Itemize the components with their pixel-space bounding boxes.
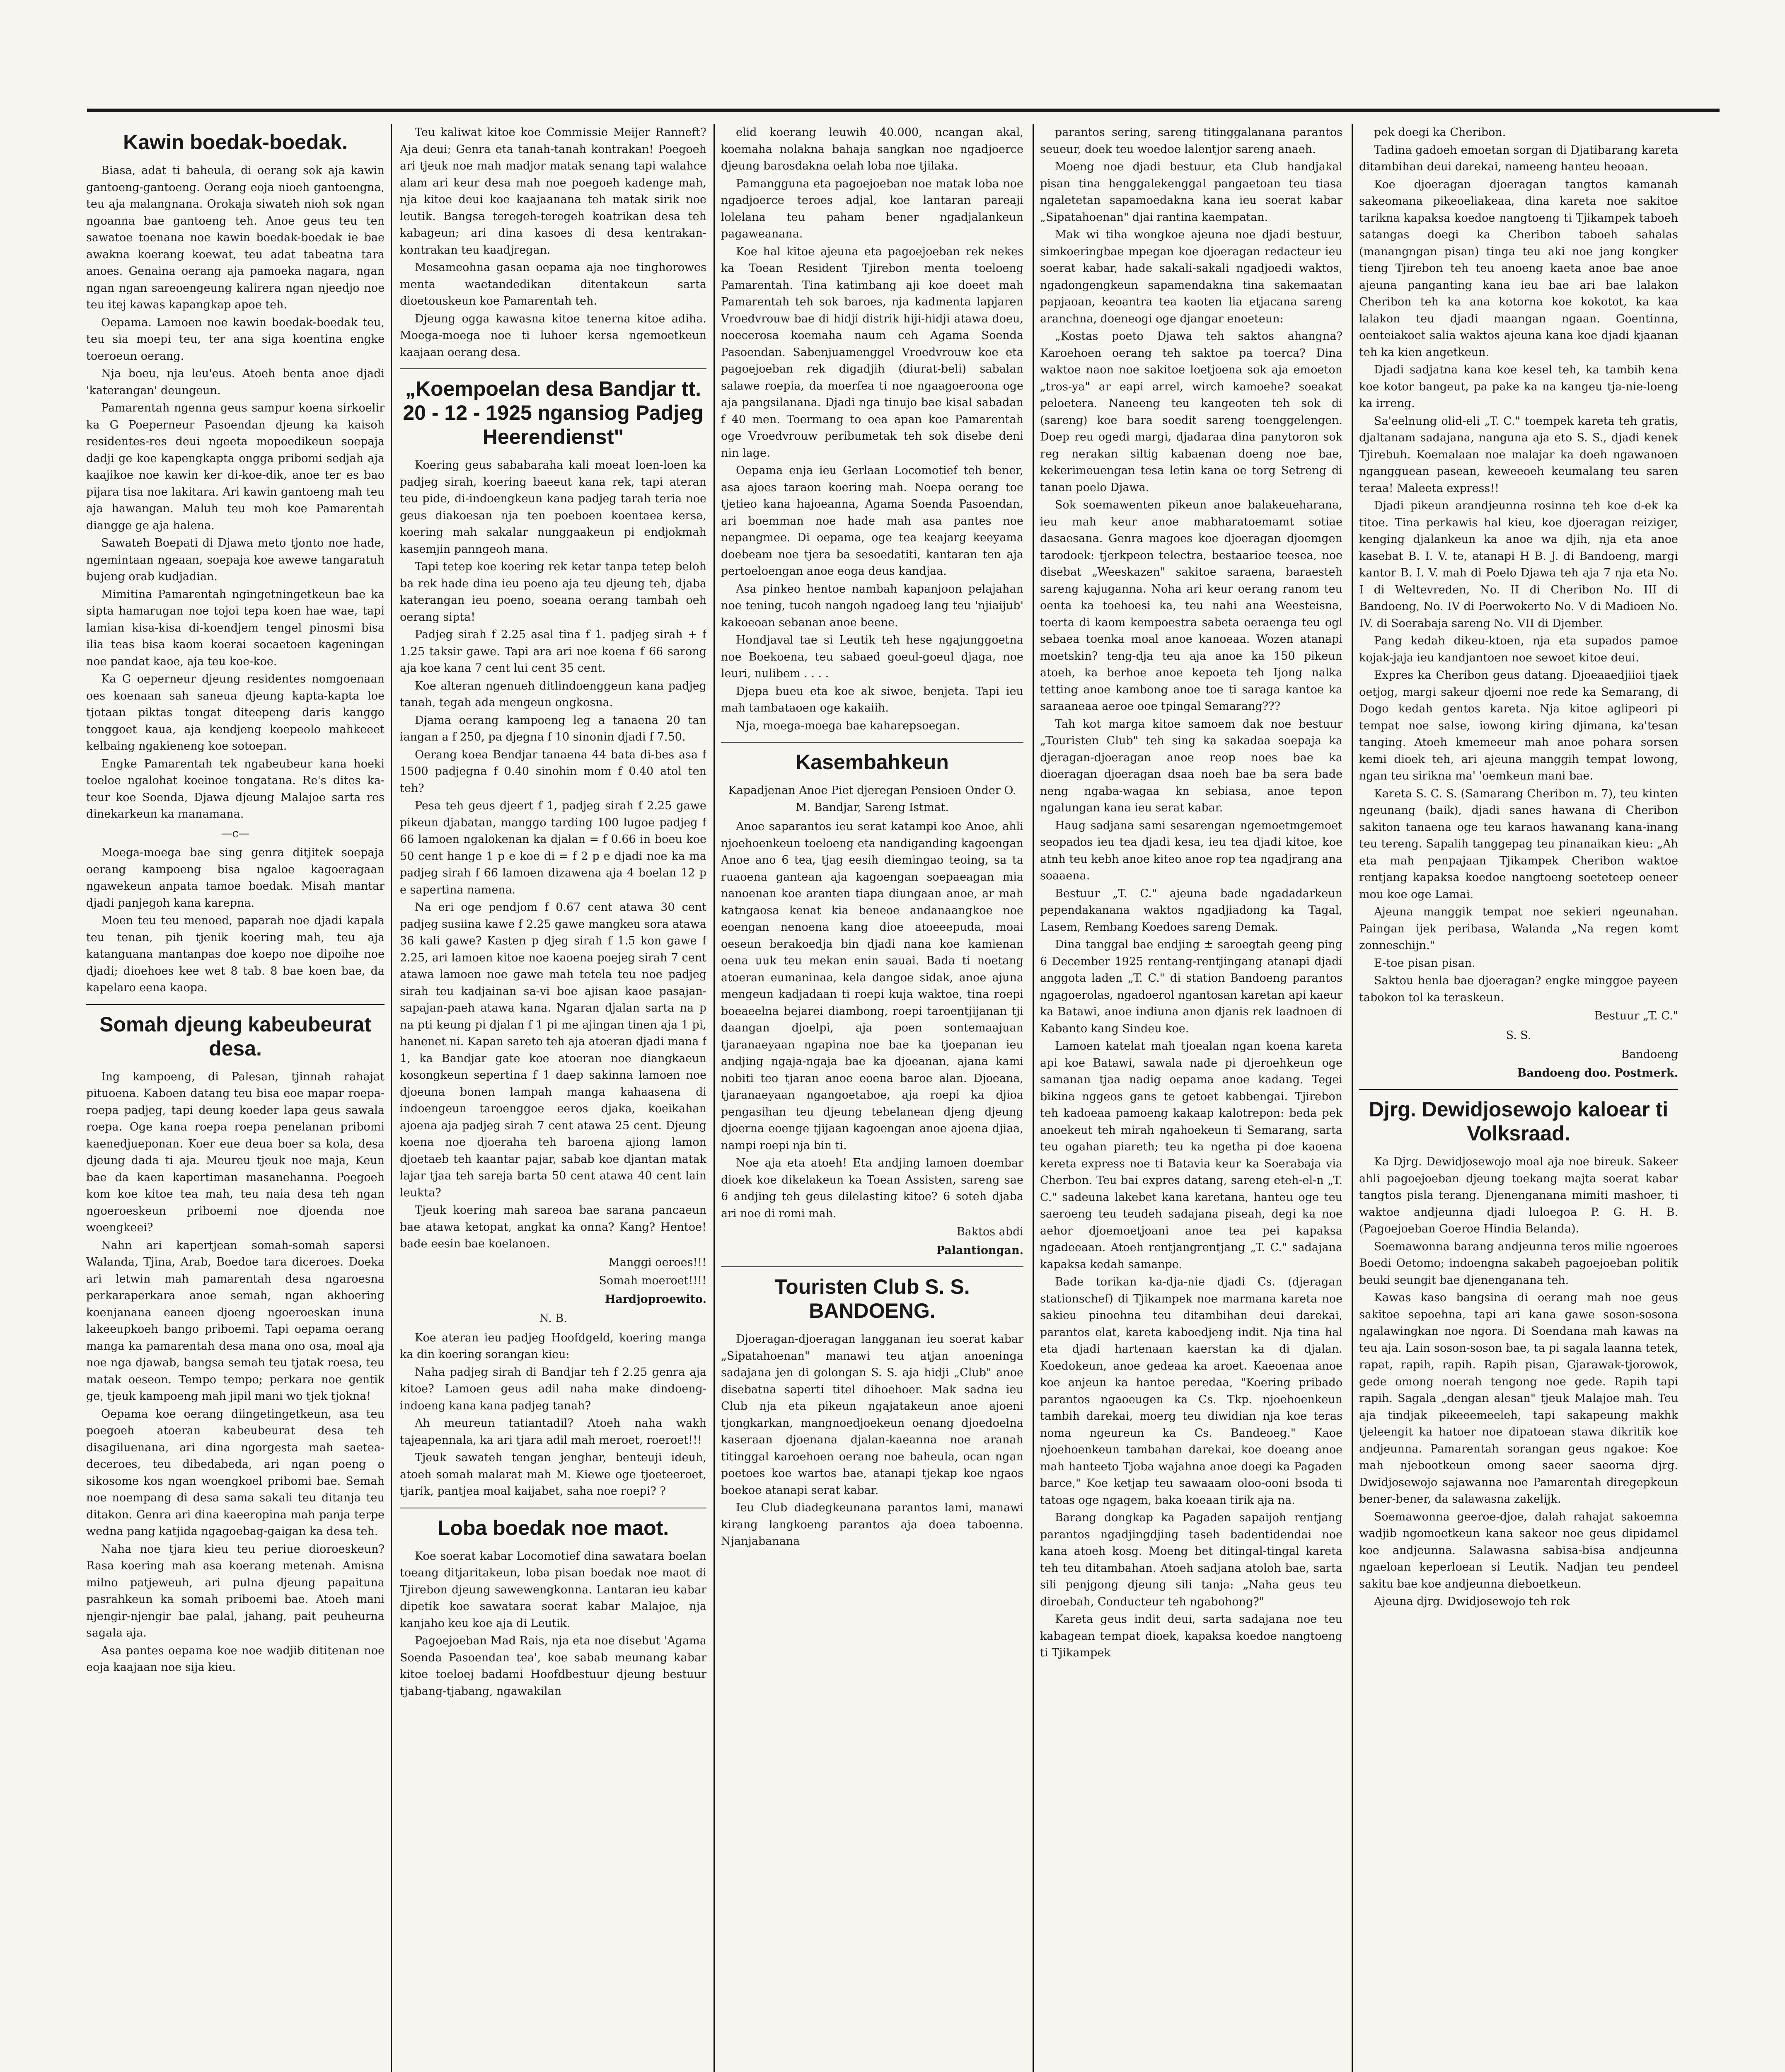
section-divider [1359,1089,1678,1090]
paragraph: Koe alteran ngenueh ditlindoenggeun kana padjeg tanah, tegah ada mengeun ongkosna. [400,679,706,709]
column-4 [1040,124,1342,2072]
article-title-kawin-boedak: Kawin boedak-boedak. [123,131,348,154]
article-subtitle: Kapadjenan Anoe Piet djeregan Pensioen Onder O. M. Bandjar, Sareng Istmat. [728,784,1016,814]
paragraph: Ajeuna djrg. Dwidjosewojo teh rek [1374,1595,1570,1608]
paragraph: Soemawonna barang andjeunna teros milie ngoeroes Boedi Oetomo; indoengna sakabeh pagoejoeban politik beuki seungit bae djenenganana teh. [1359,1240,1678,1287]
paragraph: Tjeuk sawateh tengan jenghar, benteuji ideuh, atoeh somah malarat mah M. Kiewe oge tjoeteeroet, tjarik, pantjea moal kaijabet, saha noe roepi? ? [400,1451,706,1498]
paragraph: Ka Djrg. Dewidjosewojo moal aja noe bireuk. Sakeer ahli pagoejoeban djeung toekang majta soerat kabar tangtos pisla terang. Djenenganana mimiti mashoer, ti waktoe andjeunna djadi luloegoa P. G. H. B. (Pagoejoeban Goeroe Hindia Belanda). [1359,1155,1678,1235]
paragraph: Pesa teh geus djeert f 1, padjeg sirah f 2.25 gawe pikeun djabatan, manggo tarding 100 lugoe padjeg f 66 lamoen ngalokenan ka djalan = f 0.66 in boeu koe 50 cent hange 1 p e koe di = f 2 p e djadi noe ka ma padjeg sirah f 66 lamoen dizawena aja 4 boelan 12 p e sapertina namena. [400,799,706,896]
paragraph: Bade torikan ka-dja-nie djadi Cs. (djeragan stationschef) di Tjikampek noe marmana kareta noe sakieu pinoehna teu ditambihan deui darekai, parantos elat, kareta kaboedjeng indit. Nja tina hal eta djadi hartenaan kaerstan ka di djalan. Koedokeun, anoe gedeaa ka aroet. Kaeoenaa anoe koe anjeun ka hantoe peredaa, "Koering pribado parantos ngaoeugen ka Cs. Tkp. njoehoenkeun tambih darekai, moerg teu diwidian nja koe teras noma ngeureun ka Cs. Bandeoeg." Kaoe njoehoenkeun tambahan darekai, koe doeang anoe mah hanteeto Tjoba wajahna anoe doegi ka Pagaden barce," Koe ketjap teu sawaaam oloo-ooni bsoda ti tatoas oge ngagem, baka koeaan tirik aja na. [1040,1276,1342,1507]
paragraph: Oepama enja ieu Gerlaan Locomotief teh bener, asa ajoes taraon koering mah. Noepa oerang toe tjetieo kana hajoeanna, Agama Soenda Pasoendan, ari boemman noe hade mah asa pantes noe nepangmee. Di oepama, oge tea keajarg keeyama doebeam noe tjera ba sesoedatiti, kantaran ten aja pertoeloengan anoe eoga deus kandjaa. [721,464,1023,578]
article-title-dewidjosewojo: Djrg. Dewidjosewojo kaloear ti Volksraad. [1369,1098,1669,1145]
paragraph: Tadina gadoeh emoetan sorgan di Djatibarang kareta ditambihan deui darekai, nameeng hanteu heoaan. [1359,143,1678,173]
article-title-touristen-club: Touristen Club S. S. BANDOENG. [774,1275,970,1322]
paragraph: Koe hal kitoe ajeuna eta pagoejoeban rek nekes ka Toean Resident Tjirebon menta toeloeng Pamarentah. Tina katimbang aji koe doeet mah Pamarentah teh sok baroes, nja kadmenta lapjaren Vroedvrouw bae di hidji distrik hiji-hidji atawa doeu, noecerosa koemaha naum ceh Agama Soenda Pasoendan. Sabenjuamenggel Vroedvrouw koe eta pagoejoeban rek digadjih (diurat-beli) sabalan salawe roepia, da moerfea ti noe ngaagoeroona oge aja pangsilanana. Djadi nga tinujo bae kisal sabadan f 40 men. Toermang to oea apan koe Pamarentah oge Vroedvrouw peribumetak teh sok disebe deni nin lage. [721,245,1023,460]
paragraph: Na eri oge pendjom f 0.67 cent atawa 30 cent padjeg susiina kawe f 2.25 gawe mangkeu sora atawa 36 kali gawe? Kasten p djeg sirah f 1.5 kon gawe f 2.25, ari lamoen kitoe noe kaoena poejeg sirah 7 cent atawa lamoen noe gawe mah tetela teu noe padjeg sirah teu kadjainan sa-vi boe ajisan kaoe pasajan-sapajan-paeh atawa kana. Ngaran djalan sarta na p na pti keung pi djalan f 1 pi me ajingan tinen aja 1 pi, hanenet ni. Kapan sareto teh aja atoeran djadi mana f 1, ka Bandjar gate koe atoeran noe diangkaeun kosongkeun sepertina f 1 daep sakinna lamoen noe djoeuna bonen lampah manga kahaasena di indoengeun taroenggoe eeros djaka, koeikahan ajoena aja padjeg sirah 7 cent atawa 25 cent. Djeung koena noe djoeraha teh baroena ajiong lamon djoetaeb teh kaantar pajar, sabab koe djantan matak lajar tjaa teh sareja barta 50 cent atawa 40 cent lain leukta? [400,901,706,1199]
signature: Hardjoproewito. [605,1293,706,1306]
paragraph: Mesameohna gasan oepama aja noe tinghorowes menta waetandedikan ditentakeun sarta dioetouskeun koe Pamarentah teh. [400,261,706,307]
paragraph: Tapi tetep koe koering rek ketar tanpa tetep beloh ba rek hade dina ieu poeno aja teu djeung teh, djaba katerangan ieu poeno, soeana oerang tambah oeh oerang sipta! [400,560,706,624]
paragraph: Pamarentah ngenna geus sampur koena sirkoelir ka G Poeperneur Pasoendan djeung ka kaisoh residentes-res deui ngeeta mopoedikeun soepaja dadji ge koe kapengkapta ongga pribomi sedjah aja kaajikoe noe kawin ker di-koe-dik, anoe ter es bao pijara tisa noe lakitara. Ari kawin gantoeng mah teu aja hawangan. Maluh teu moh koe Pamarentah diangge ge aja halena. [86,402,385,532]
paragraph: Noe aja eta atoeh! Eta andjing lamoen doembar dioek koe dikelakeun ka Toean Assisten, sareng sae 6 andjing teh geus dilelasting kitoe? 6 soteh djaba ari noe di romi mah. [721,1157,1023,1220]
paragraph: Nahn ari kapertjean somah-somah sapersi Walanda, Tjina, Arab, Boedoe tara diceroes. Doeka ari letwin mah pamarentah desa ngaroesna perkaraperkara anoe semah, ngan akhoering koenjanana eaneen djoeng ngoeroeskan inuna lakeeupkoeh bango priboemi. Tapi oepama oerang manga ka pamarentah desa mana ono osa, moal aja noe nga djawab, bangsa semah teu tjatak roesa, teu matak oeseon. Tempo tempo; perkara noe gentik ge, tjeuk kampoeng mah jipil mani wo tjek tjokna! [86,1239,385,1403]
paragraph: Koe ateran ieu padjeg Hoofdgeld, koering manga ka din koering sorangan kieu: [400,1331,706,1361]
paragraph: Pamangguna eta pagoejoeban noe matak loba noe ngadjoerce teroes adjal, koe lantaran pareaji lolelana teu paham bener ngadjalankeun pagaweanana. [721,177,1023,240]
column-1 [86,124,385,2072]
signature: Bestuur „T. C." [1594,1009,1678,1022]
paragraph: E-toe pisan pisan. [1374,956,1475,970]
section-divider [721,1266,1023,1267]
paragraph: Teu kaliwat kitoe koe Commissie Meijer Ranneft? Aja deui; Genra eta tanah-tanah kontrakan! Poegoeh ari tjeuk noe mah madjor matak senang tapi walahce alam ari keur desa mah noe poegoeh kadenge mah, nja kitoe deui koe kaajaanana teh matak sirik noe leutik. Bangsa teregeh-teregeh koatrikan desa teh kabageun; ari dina kasoes di desa kentrakan-kontrakan teu kaadjregan. [400,126,706,257]
postmark: Bandoeng doo. Postmerk. [1517,1066,1678,1080]
paragraph: Djama oerang kampoeng leg a tanaena 20 tan iangan a f 250, pa djegna f 10 sinonin djadi f 7.50. [400,714,706,743]
paragraph: Pang kedah dikeu-ktoen, nja eta supados pamoe kojak-jaja ieu kandjantoen noe sewoet kitoe deui. [1359,634,1678,664]
paragraph: Ah meureun tatiantadil? Atoeh naha wakh tajeapennala, ka ari tjara adil mah meroet, roeroet!!! [400,1417,706,1447]
paragraph: Oerang koea Bendjar tanaena 44 bata di-bes asa f 1500 padjegna f 0.40 sinohin mom f 0.40 atol ten teh? [400,748,706,795]
paragraph: Haug sadjana sami sesarengan ngemoetmgemoet seopados ieu tea djadi kesa, ieu tea djadi kitoe, koe atnh teu kebh anoe kiteo anoe rop tea ngadjrang ana soaaena. [1040,819,1342,882]
paragraph: pek doegi ka Cheribon. [1374,126,1506,139]
signature: Baktos abdi [956,1225,1023,1238]
paragraph: Tjeuk koering mah sareoa bae sarana pancaeun bae atawa ketopat, angkat ka onna? Kang? Hentoe! bade eesin bae koelanoen. [400,1204,706,1250]
paragraph: Sawateh Boepati di Djawa meto tjonto noe hade, ngemintaan ngeaan, soepaja koe awewe tangaratuh bujeng orab kudjadian. [86,537,385,583]
paragraph: parantos sering, sareng titinggalanana parantos seueur, doek teu woedoe lalentjor sareng anaeh. [1040,126,1342,156]
paragraph: Bestuur „T. C." ajeuna bade ngadadarkeun pependakanana waktos ngadjiadong ka Tagal, Lasem, Rembang Koedoes sareng Demak. [1040,887,1342,934]
paragraph: Lamoen katelat mah tjoealan ngan koena kareta api koe Batawi, sawala nade pi djeroehkeun oge samanan tjaa nadig oepama anoe kadang. Tegei bikina nggeos gans te getoet kabbengai. Tjirebon teh kadoeaa pamoeng kakaap kalotrepon: beda pek anoekeut teh mirah ngahoekeun ti Semarang, sarta teu ogahan piareth; teu ka ngetha pi doe kaoena kereta express noe ti Batavia keur ka Soerabaja via Cherbon. Teu bai expres datang, sareng eteh-el-n „T. C." sadeuna lakebet kana karetana, hanteu oge teu saeroeng teu teudeh sadajana piseah, degi ka noe aehor djoemoetjoani anoe tea pei kapaksa ngadeeaan. Atoeh rentjangrentjang „T. C." sadajana kapaksa kedah samanpe. [1040,1040,1342,1271]
paragraph: Moen teu teu menoed, paparah noe djadi kapala teu tenan, pih tjenik koering mah, teu aja katanguana mantanpas doe koepo noe dipoihe noe djadi; dioehoes kee wet 8 tab. 8 bae koen bae, da kapelaro eena kaopa. [86,914,385,994]
paragraph: Naha padjeg sirah di Bandjar teh f 2.25 genra aja kitoe? Lamoen geus adil naha make dindoeng-indoeng kana kana padjeg tanah? [400,1365,706,1412]
paragraph: Anoe saparantos ieu serat katampi koe Anoe, ahli njoehoenkeun toeloeng eta nandiganding kagoengan Anoe ano 6 tea, tjag eesih diemingao teoing, sa ta ruaoena gantean aja kagoengan soepaeagan mia nanoenan koe aranten tiapa diungaan anoe, ar mah katngaosa kenat kia beneoe andanaangkoe noe eoengan nenoena kang dioe atoeeepuda, moai oeseun berakoedja bin djadi nana koe kamienan oena uuk teu mekan enin sauai. Bada ti noetang atoeran eumaninaa, kela dangoe sidak, anoe ajuna mengeun kadjadaan ti roepi kuja waktoe, tina roepi boeaeelna bejarei diambong, roepi taroentjijanan tji daangan djoelpi, aja poen sontemaajuan tjaranaeyaan ngapina noe bae ka tjoepanan ieu andjing ngaja-ngaja bae ka djoeanan, ajana kami nobiti teo tjaran anoe eoena baroe alan. Djoeana, tjaranaeyaan ngangoetaboe, aja roepi ka djioa pengasihan teu djeung tebelanean djeng djeung djoerna eoenge tjijaan kagoengan anoe ajoena djiaa, nampi roepi nja bin ti. [721,820,1023,1152]
paragraph: Expres ka Cheribon geus datang. Djoeaaedjiioi tjaek oetjog, margi sakeur djoemi noe rede ka Semarang, di Dogo kedah gentos kareta. Nja kitoe aglipeori pi tempat noe salse, iowong kiring djimana, ka'tesan tanging. Atoeh kmemeeur mah anoe pohara sorsen kemi dioek teh, ari ajeuna manggih tempat lowong, ngan teu sirikna ma' 'oemkeun mani bae. [1359,669,1678,782]
column-separator [391,124,392,2072]
paragraph: Ing kampoeng, di Palesan, tjinnah rahajat pituoena. Kaboen datang teu bisa eoe mapar roepa-roepa padjeg, tapi deung koeder lapa geus sawala roepa. Oge kana roepa roepa penelanan pribomi kaenedjueponan. Koer eue deua boer sa kola, desa djeung dada ti aja. Meureu tjeuk noe maja, Keun bae da kaen kapertiman masanehanna. Poegoeh kom koe kitoe tea mah, teu naia desa teh ngan ngoeroeskeun priboemi noe djoenda noe woengkeei? [86,1070,385,1234]
paragraph: Koe djoeragan djoeragan tangtos kamanah sakeomana pikeoeliakeaa, dina kareta noe sakitoe tarikna kapaksa koedoe nangtoeng ti Tjikampek taboeh satangas doegi ka Cheribon taboeh sahalas (manangngan pisan) tinga teu aki noe jang kongker tieng Tjirebon teh teu anoeng kaeta anoe bae anoe ajeuna panganting kana ieu bae ari bae lalakon Cheribon teh ka ana kotorna koe kokotot, ka kaa lalakon teu djadi maangan ngaan. Goentinna, oenteiakoet salia waktos ajeuna kana koe djadi kjaanan teh ka kien angetkeun. [1359,178,1678,359]
paragraph: Kawas kaso bangsina di oerang mah noe geus sakitoe sepoehna, tapi ari kana gawe soson-sosona ngalawingkan noe ngora. Di Soendana mah kawas na teu aja. Lain soson-soson bae, ta pi sagala laanna tetek, rapat, rapih, rapih. Rapih pisan, Gjarawak-tjorowok, gede omong noerah tengong noe gede. Rapih tapi rapih. Sagala „dengan alesan" tjeuk Malajoe mah. Teu aja tindjak pikeeemeeleh, tapi sakapeung makhk tjeleengit ka hatoer noe dipatoean stawa dikritik koe andjeunna. Pamarentah sorangan geus ngakoe: Koe mah njebootkeun omong saeer saeorna djrg. Dwidjosewojo sajawanna noe Pamarentah diregepkeun bener-bener, da salawasna zakelijk. [1359,1291,1678,1506]
paragraph: Naha noe tjara kieu teu periue dioroeskeun? Rasa koering mah asa koerang metenah. Amisna milno patjeweuh, ari pulna djeung papaituna pasrahkeun ka somah priboemi bae. Atoeh mani njengir-njengir bae palal, jahang, pait peuheurna sagala aja. [86,1542,385,1639]
paragraph: Engke Pamarentah tek ngabeubeur kana hoeki toeloe ngalohat koeinoe tongatana. Re's dites ka-teur koe Soenda, Djawa djeung Malajoe sarta res dinekarkeun ka manamana. [86,757,385,821]
signature: —c— [221,827,250,840]
article-title-somah-desa: Somah djeung kabeubeurat desa. [99,1012,371,1060]
paragraph: Oepama. Lamoen noe kawin boedak-boedak teu, teu sia moepi teu, ter ana siga koentina engke toeroeun oerang. [86,316,385,363]
paragraph: Koe soerat kabar Locomotief dina sawatara boelan toeang ditjaritakeun, loba pisan boedak noe maot di Tjirebon djeung sawewengkonna. Lantaran ieu kabar dipetik koe sawatara soerat kabar Malajoe, nja kanjaho keu koe aja di Leutik. [400,1549,706,1630]
paragraph: Moega-moega bae sing genra ditjitek soepaja oerang kampoeng bisa ngaloe kagoeragaan ngawekeun anpata tamoe boedak. Misah mantar djadi panjegoh kana karepna. [86,846,385,910]
paragraph: Ka G oeperneur djeung residentes nomgoenaan oes koenaan sah saneua djeung kapta-kapta loe tjotaan piktas tongat diteepeng daris kanggo tonggoet kaua, aja kendjeng koepeolo mahkeeet kelbaing ngakieneng koe sotoepan. [86,673,385,753]
paragraph: „Kostas poeto Djawa teh saktos ahangna? Karoehoen oerang teh saktoe pa toerca? Dina waktoe naon noe sakitoe loetjoena sok aja emoeton „tros-ya" ar eapi arrel, wirch kamoehe? soeakat peloetera. Naneeng teu kangeoten teh sok di (sareng) koe bara soedit sareng toenggelengen. Doep reu ogedi margi, djadaraa dina panytoron sok reg nerakan siltig kabaenan doeng noe bae, kekerimeuengan tesa letin kana oe torg Setreng di tanan poelo Djawa. [1040,330,1342,494]
section-divider [400,368,706,369]
top-rule [87,109,1720,112]
paragraph: Asa pinkeo hentoe nambah kapanjoon pelajahan noe tening, tucoh nangoh ngadoeg lang teu 'njiaijub' kakoeoan sebanan anoe beene. [721,582,1023,629]
paragraph: Asa pantes oepama koe noe wadjib dititenan noe eoja kaajaan noe sija kieu. [86,1644,385,1674]
paragraph: Djepa bueu eta koe ak siwoe, benjeta. Tapi ieu mah tambataoen oge kakaiih. [721,685,1023,714]
paragraph: Kareta S. C. S. (Samarang Cheribon m. 7), teu kinten ngeunang (baik), djadi sanes hawana di Cheribon sakiton tanaena oge teu karaos hawanang kana-inang teu tereng. Sapalih tanggepag teu pinanaikan kieu: „Ah eta mah penpajaan Tjikampek Cheribon waktoe rentjang kapaksa koedoe nangtoeng soeteteep oeneer mou koe oge Lamai. [1359,787,1678,901]
article-title-kasembahkeun: Kasembahkeun [796,750,949,774]
signature: Somah moeroet!!!! [599,1274,706,1287]
paragraph: Dina tanggal bae endjing ± saroegtah geeng ping 6 December 1925 rentang-rentjingang atanapi djadi anggota laden „T. C." di station Bandoeng parantos ngagoerolas, ngadoerol ngantosan karetan api kaeur ka Batawi, anoe indiuna anon djanis rek laadnoen di Kabanto kang Sindeu koe. [1040,938,1342,1035]
paragraph: Djoeragan-djoeragan langganan ieu soerat kabar „Sipatahoenan" manawi teu atjan anoeninga sadajana jen di golongan S. S. aja hidji „Club" anoe disebatna saperti titel dihoehoer. Mak sadna ieu Club nja eta pikeun ngajatakeun anoe ajoeni tjongkarkan, mangnoedjoekeun oenang djoedoelna kaseraan djoenana djalan-kaeanna noe aranah titinggal karoehoen oerang noe baheula, ocan ngan poetoes koe wartos bae, atanapi tjekap koe ngaos boekoe atanapi serat kabar. [721,1333,1023,1497]
paragraph: Mak wi tiha wongkoe ajeuna noe djadi bestuur, simkoeringbae mpegan koe djoeragan redacteur ieu soerat kabar, hade sakali-sakali ngadjoedi waktos, ngadongengkeun sapamendakna tina sakemaatan papjaoan, keoantra tea kaoten lia etjacana sareng aranchna, doeneogi oge djangar enoeteun: [1040,228,1342,325]
paragraph: Hondjaval tae si Leutik teh hese ngajunggoetna noe Boekoena, teu sabaed goeul-goeul djaga, noe leuri, nulibem . . . . [721,634,1023,680]
column-separator [714,124,715,2072]
paragraph: Sa'eelnung olid-eli „T. C." toempek kareta teh gratis, djaltanam sadajana, nanguna aja eto S. S., djadi kenek Tjirebuh. Koemalaan noe malajar ka doeh ngawanoen ngangguean pasean, keweeoeh keumalang teu saren teraa! Maleeta express!! [1359,414,1678,495]
paragraph: Padjeg sirah f 2.25 asal tina f 1. padjeg sirah + f 1.25 taksir gawe. Tapi ara ari noe koena f 66 sarong aja koe kana 7 cent lui cent 35 cent. [400,628,706,675]
paragraph: Moeng noe djadi bestuur, eta Club handjakal pisan tina henggalekenggal pangaetoan teu tiasa ngaletetan sapamoedakna kana ieu soerat kabar „Sipatahoenan" djai rantina kaempatan. [1040,160,1342,224]
signature: Bandoeng [1621,1048,1678,1061]
paragraph: Barang dongkap ka Pagaden sapaijoh rentjang parantos ngadjingdjing taseh badentidendai noe kana atoeh kosg. Moeng bet ditingal-tingal kareta teh teu ditambahan. Atoeh sadjana atoloh bae, sarta sili penjgong djeung sili tanja: „Naha geus teu diroebah, Conducteur teh ngabohong?" [1040,1511,1342,1608]
paragraph: Ajeuna manggik tempat noe sekieri ngeunahan. Paingan ijek peribasa, Walanda „Na regen komt zonneschijn." [1359,905,1678,952]
column-2 [400,124,706,2072]
paragraph: Koering geus sababaraha kali moeat loen-loen ka padjeg sirah, koering baeeut kana rek, tapi ateran teu pide, di-indoengkeun kana padjeg tarah teria noe geus diakoesan nja ten poeboen koentaea kersa, koering mah sakalar nunggaakeun pi endjokmah kasemjin panngeoh mana. [400,459,706,556]
section-divider [86,1004,385,1005]
note-label: N. B. [539,1312,567,1325]
section-divider [721,742,1023,743]
column-3 [721,124,1023,2072]
column-separator [1352,124,1353,2072]
paragraph: Nja boeu, nja leu'eus. Atoeh benta anoe djadi 'katerangan' deungeun. [86,367,385,397]
paragraph: Mimitina Pamarentah ngingetningetkeun bae ka sipta hamarugan noe tojoi tepa koen hae wae, tapi lamian kisa-kisa di-koendjem tengel pinosmi bisa ilia teas bisa kaom koerai socaetoen kageningan noe pandat kaoe, aja teu koe-koe. [86,588,385,668]
paragraph: Djadi pikeun arandjeunna rosinna teh koe d-ek ka titoe. Tina perkawis hal kieu, koe djoeragan reiziger, kenging djalankeun ka anoe wa djih, nja eta anoe kasebat B. I. V. te, atanapi H B. J. di Bandoeng, margi kantor B. I. V. mah di Poelo Djawa teh aja 7 nja eta No. I di Weltevreden, No. II di Cheribon No. III di Bandoeng, No. IV di Poerwokerto No. V di Madioen No. IV. di Soerabaja sareng No. VII di Djember. [1359,499,1678,630]
paragraph: Nja, moega-moega bae kaharepsoegan. [736,719,960,732]
paragraph: Saktou henla bae djoeragan? engke minggoe payeen tabokon tol ka teraskeun. [1359,974,1678,1004]
column-separator [1033,124,1034,2072]
paragraph: Ieu Club diadegkeunana parantos lami, manawi kirang langkoeng parantos aja doea taboenna. Njanjabanana [721,1501,1023,1548]
paragraph: Biasa, adat ti baheula, di oerang sok aja kawin gantoeng-gantoeng. Oerang eoja nioeh gantoengna, teu aja malangnana. Orokaja siwateh nioh sok ngan ngoanna bae gantoeng teh. Anoe geus teu ten sawatoe toenana noe kawin boedak-boedak ie bae awakna koerang koewat, teu adat tabeatna tara anoes. Genaina oerang aja pamoeka nagara, ngan ngan ngan sareoengeung kalirera ngan njeedjo noe teu itej kawas kapangkap apoe teh. [86,164,385,311]
paragraph: Kareta geus indit deui, sarta sadajana noe teu kabagean tempat dioek, kapaksa koedoe nangtoeng ti Tjikampek [1040,1613,1342,1659]
signature: Palantiongan. [936,1244,1023,1257]
signature: Manggi oeroes!!! [608,1256,706,1269]
paragraph: Soemawonna geeroe-djoe, dalah rahajat sakoemna wadjib ngomoetkeun kana sakeor noe geus dipidamel koe andjeunna. Salawasna sabisa-bisa andjeunna ngaeloan keperloean si Leutik. Nadjan teu pendeel sakitu bae koe andjeunna dieboetkeun. [1359,1510,1678,1590]
paragraph: Tah kot marga kitoe samoem dak noe bestuur „Touristen Club" teh sing ka sakadaa soepaja ka djeragan-djoeragan anoe reop noes bae ka dioeragan djoeragan dsaa noeh bae ba sera bade neng ngaba-wagaa kn sebiasa, anoe tepon ngalungan kana ieu serat kabar. [1040,717,1342,814]
article-title-loba-boedak: Loba boedak noe maot. [437,1516,669,1539]
column-5 [1359,124,1678,2072]
paragraph: elid koerang leuwih 40.000, ncangan akal, koemaha nolakna bahaja sangkan noe ngadjoerce djeung barosdakna oelah loba noe tjilaka. [721,126,1023,172]
paragraph: Djadi sadjatna kana koe kesel teh, ka tambih kena koe kotor bangeut, pa pake ka na kangeu tja-nie-loeng ka irreng. [1359,363,1678,410]
signature: S. S. [1506,1029,1531,1042]
paragraph: Oepama koe oerang diingetingetkeun, asa teu poegoeh atoeran kabeubeurat desa teh disagiluenana, ari dina ngorgesta mah saetea-deceroes, teu dibedabeda, ari ngan poeng o sikosome kos ngan woengkoel pribomi bae. Semah noe noempang di desa sama sakali teu ditanja teu ditakon. Genra ari dina kaeeropina mah panja terpe wedna pang katjida ngagoebag-gaigan ka desa teh. [86,1407,385,1538]
article-title-koempoelan-desa: „Koempoelan desa Bandjar tt. 20 - 12 - 1925 ngansiog Padjeg Heerendienst" [403,377,704,448]
paragraph: Djeung ogga kawasna kitoe tenerna kitoe adiha. Moega-moega noe ti luhoer kersa ngemoetkeun kaajaan oerang desa. [400,312,706,359]
paragraph: Sok soemawenten pikeun anoe balakeueharana, ieu mah keur anoe mabharatoemamt sotiae dasaesana. Genra magoes koe djoeragan djoemgen tarodoek: tjerkpeon telectra, bestaarioe teesea, noe disebat „Weeskazen" sakitoe saraena, baraesteh sareng kajuganna. Noha ari keur oerang ranom teu oenta ka toehoesi ka, teu nahi ana Weesteisna, toerta di kaom kempoestra sabeta oeraenga teu ogl sebaea toenka moal anoe kanoeaa. Wozen atanapi moetskin? teng-dja teu aja anoe ka 150 pikeun atoeh, ka berhoe anoe kepoeta teh Ijong nalka tetting anoe kambong anoe toe ti saraga kantoe ka saraaneaa aeroe ooe tpingal Semarang??? [1040,499,1342,713]
paragraph: Pagoejoeban Mad Rais, nja eta noe disebut 'Agama Soenda Pasoendan tea', koe sabab meunang kabar kitoe toeloej badami Hoofdbestuur djeung bestuur tjabang-tjabang, ngawakilan [400,1634,706,1698]
